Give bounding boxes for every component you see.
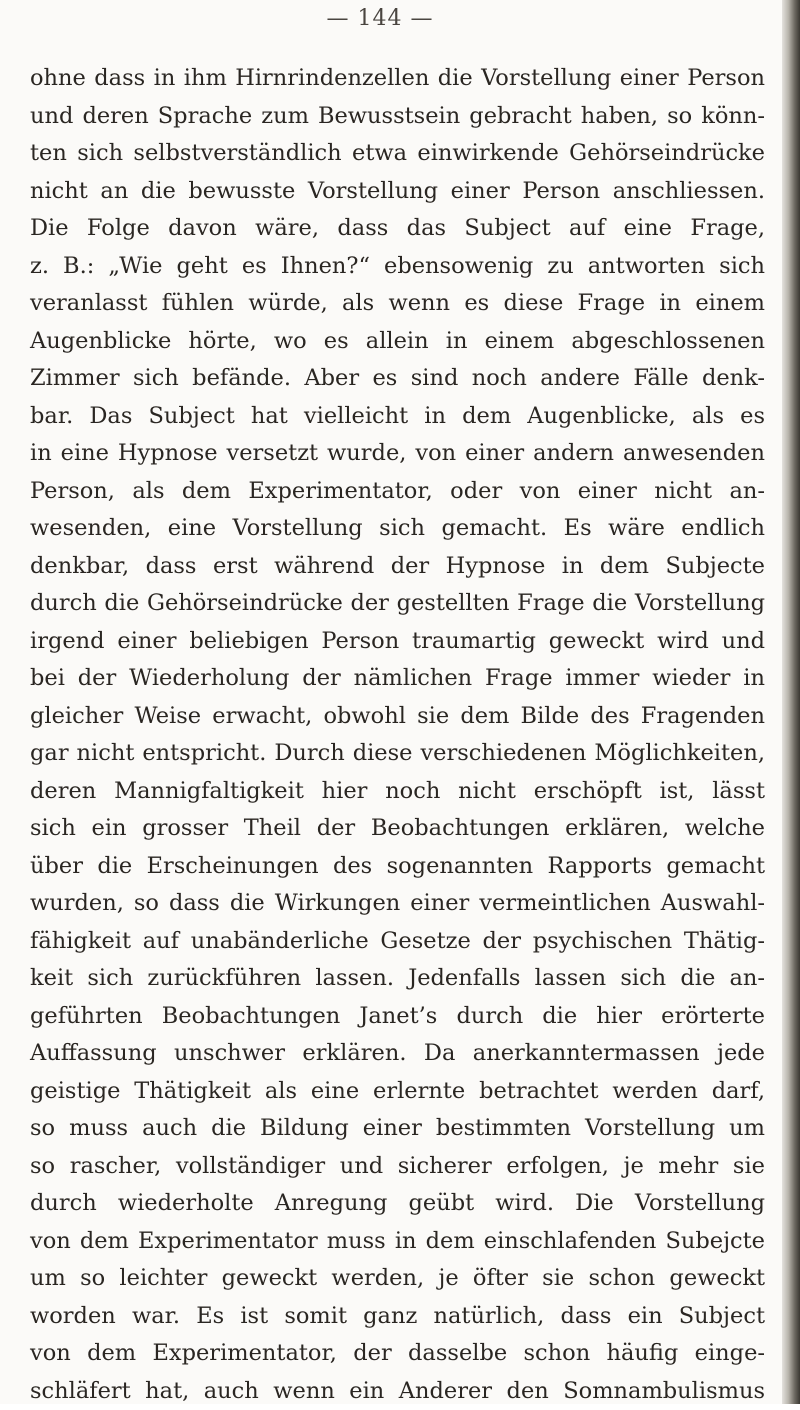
text-line: sich ein grosser Theil der Beobachtungen erklären, welche — [30, 810, 765, 848]
body-text — [30, 60, 765, 1410]
text-line: ohne dass in ihm Hirnrindenzellen die Vorstellung einer Person — [30, 60, 765, 98]
text-line: Augenblicke hörte, wo es allein in einem abgeschlossenen — [30, 323, 765, 361]
text-line: Die Folge davon wäre, dass das Subject auf eine Frage, — [30, 210, 765, 248]
text-line: von dem Experimentator, der dasselbe schon häufig einge- — [30, 1335, 765, 1373]
text-line: so rascher, vollständiger und sicherer erfolgen, je mehr sie — [30, 1148, 765, 1186]
text-line: in eine Hypnose versetzt wurde, von einer andern anwesenden — [30, 435, 765, 473]
text-line: nicht an die bewusste Vorstellung einer Person anschliessen. — [30, 173, 765, 211]
text-line: worden war. Es ist somit ganz natürlich, dass ein Subject — [30, 1298, 765, 1336]
text-line: denkbar, dass erst während der Hypnose in dem Subjecte — [30, 548, 765, 586]
text-line: so muss auch die Bildung einer bestimmten Vorstellung um — [30, 1110, 765, 1148]
text-line: wesenden, eine Vorstellung sich gemacht. Es wäre endlich — [30, 510, 765, 548]
text-line: und deren Sprache zum Bewusstsein gebracht haben, so könn- — [30, 98, 765, 136]
text-line: keit sich zurückführen lassen. Jedenfalls lassen sich die an- — [30, 960, 765, 998]
text-line: geistige Thätigkeit als eine erlernte betrachtet werden darf, — [30, 1073, 765, 1111]
text-line: gar nicht entspricht. Durch diese verschiedenen Möglichkeiten, — [30, 735, 765, 773]
text-line: bar. Das Subject hat vielleicht in dem Augenblicke, als es — [30, 398, 765, 436]
text-line: durch die Gehörseindrücke der gestellten Frage die Vorstellung — [30, 585, 765, 623]
text-line: gleicher Weise erwacht, obwohl sie dem Bilde des Fragenden — [30, 698, 765, 736]
text-line: z. B.: „Wie geht es Ihnen?“ ebensowenig zu antworten sich — [30, 248, 765, 286]
text-line: geführten Beobachtungen Janet’s durch die hier erörterte — [30, 998, 765, 1036]
text-line: deren Mannigfaltigkeit hier noch nicht erschöpft ist, lässt — [30, 773, 765, 811]
text-line: Zimmer sich befände. Aber es sind noch andere Fälle denk- — [30, 360, 765, 398]
text-line: von dem Experimentator muss in dem einschlafenden Subejcte — [30, 1223, 765, 1261]
text-line: fähigkeit auf unabänderliche Gesetze der psychischen Thätig- — [30, 923, 765, 961]
text-line: ten sich selbstverständlich etwa einwirkende Gehörseindrücke — [30, 135, 765, 173]
text-line: schläfert hat, auch wenn ein Anderer den Somnambulismus — [30, 1373, 765, 1410]
text-line: durch wiederholte Anregung geübt wird. Die Vorstellung — [30, 1185, 765, 1223]
text-line: Person, als dem Experimentator, oder von einer nicht an- — [30, 473, 765, 511]
page-number: — 144 — — [0, 6, 760, 31]
text-line: bei der Wiederholung der nämlichen Frage immer wieder in — [30, 660, 765, 698]
text-line: wurden, so dass die Wirkungen einer vermeintlichen Auswahl- — [30, 885, 765, 923]
text-line: um so leichter geweckt werden, je öfter sie schon geweckt — [30, 1260, 765, 1298]
text-line: irgend einer beliebigen Person traumartig geweckt wird und — [30, 623, 765, 661]
page-edge-shadow — [782, 0, 800, 1404]
text-line: veranlasst fühlen würde, als wenn es diese Frage in einem — [30, 285, 765, 323]
text-line: Auffassung unschwer erklären. Da anerkanntermassen jede — [30, 1035, 765, 1073]
text-line: über die Erscheinungen des sogenannten Rapports gemacht — [30, 848, 765, 886]
